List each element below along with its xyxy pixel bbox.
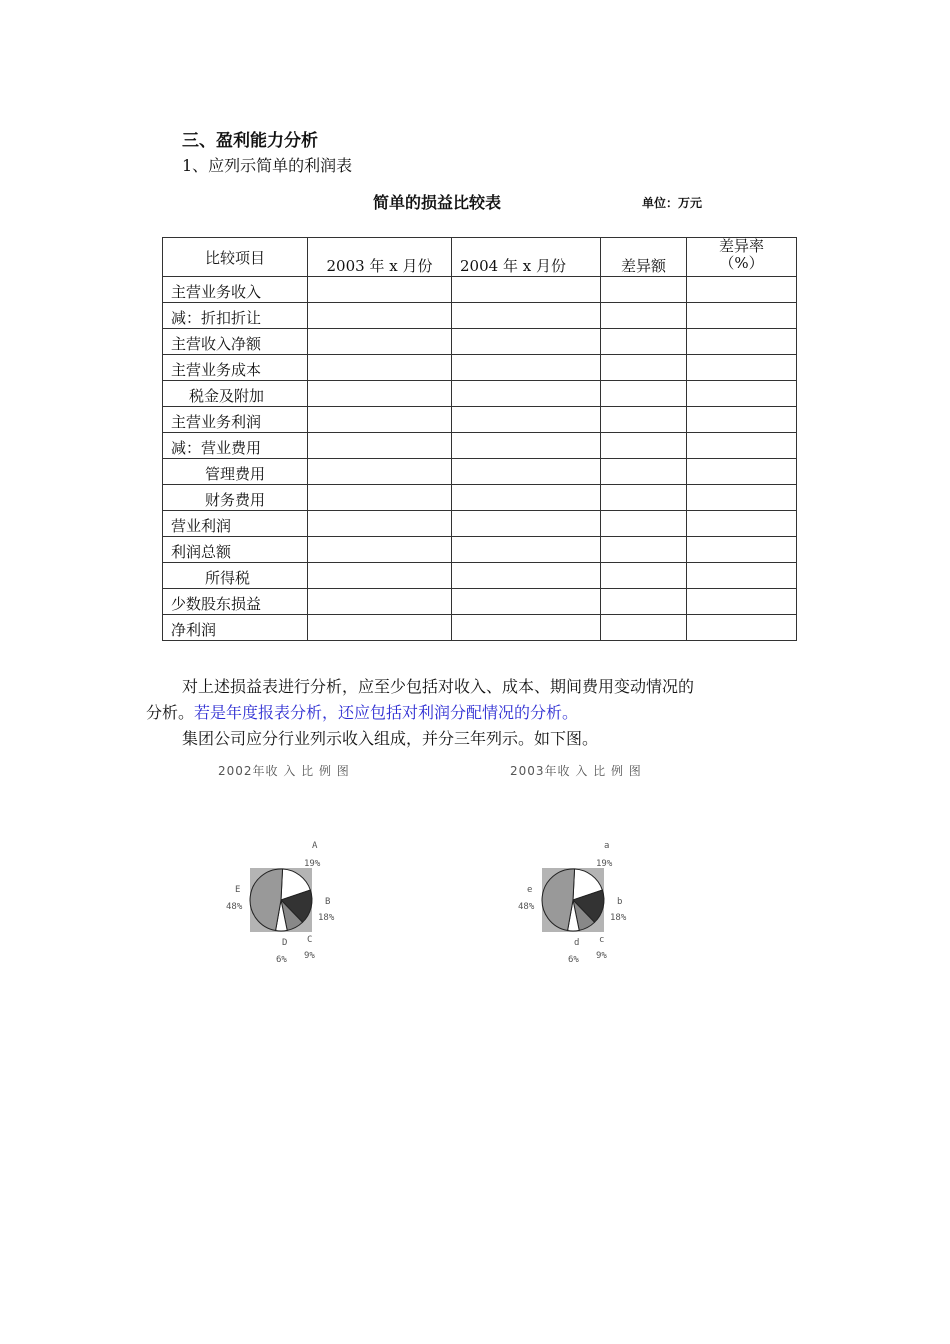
empty-cell [687,303,797,329]
row-label [163,355,308,381]
empty-cell [308,563,452,589]
slice-pct-C: 9% [304,951,315,961]
slice-pct-d: 6% [568,955,579,965]
empty-cell [601,485,687,511]
row-label [163,511,308,537]
row-label-text: 主营业务成本 [171,361,262,379]
table-row [163,277,797,303]
empty-cell [308,511,452,537]
empty-cell [601,407,687,433]
row-label-text: 利润总额 [171,543,232,561]
pie-svg-2002 [200,758,420,988]
header-rate-label: 差异率 [718,237,764,255]
empty-cell [452,511,601,537]
slice-pct-b: 18% [610,913,627,923]
row-label-text: 管理费用 [205,465,266,483]
income-comparison-table [162,237,797,641]
empty-cell [687,329,797,355]
slice-label-D: D [282,938,288,948]
empty-cell [452,433,601,459]
empty-cell [452,485,601,511]
slice-label-c: c [599,935,605,945]
paragraph-1-line-2 [146,700,578,726]
row-label [163,615,308,641]
empty-cell [308,433,452,459]
empty-cell [601,355,687,381]
empty-cell [308,485,452,511]
row-label [163,485,308,511]
row-label [163,537,308,563]
row-label [163,381,308,407]
slice-pct-A: 19% [304,859,321,869]
row-label-text: 净利润 [171,621,217,639]
slice-label-e: e [527,885,533,895]
row-label [163,563,308,589]
row-label [163,277,308,303]
empty-cell [452,537,601,563]
empty-cell [687,433,797,459]
empty-cell [452,459,601,485]
row-label-text: 财务费用 [205,491,266,509]
section-title: 三、盈利能力分析 [182,131,318,151]
empty-cell [687,563,797,589]
empty-cell [452,381,601,407]
pie-svg-2003 [492,758,712,988]
table-row [163,329,797,355]
empty-cell [308,303,452,329]
table-row [163,511,797,537]
header-item: 比较项目 [163,238,308,277]
table-row [163,355,797,381]
paragraph-1-black-text: 分析。 [146,703,195,722]
slice-label-A: A [312,841,318,851]
row-label [163,407,308,433]
chart-title-2002: 2002年收 入 比 例 图 [218,764,350,778]
table-row [163,537,797,563]
header-rate-unit: （%） [719,254,764,272]
empty-cell [308,355,452,381]
slice-pct-B: 18% [318,913,335,923]
paragraph-1-blue-text: 若是年度报表分析，还应包括对利润分配情况的分析。 [194,703,579,722]
empty-cell [452,329,601,355]
header-diff: 差异额 [601,238,687,277]
empty-cell [308,537,452,563]
table-row [163,589,797,615]
row-label [163,459,308,485]
slice-label-a: a [604,841,610,851]
empty-cell [687,459,797,485]
row-label-text: 减：折扣折让 [171,309,262,327]
row-label-text: 少数股东损益 [171,595,262,613]
row-label [163,329,308,355]
row-label [163,303,308,329]
paragraph-1-line-1: 对上述损益表进行分析，应至少包括对收入、成本、期间费用变动情况的 [182,677,695,696]
table-row [163,485,797,511]
empty-cell [687,511,797,537]
empty-cell [452,277,601,303]
empty-cell [687,381,797,407]
table-row [163,563,797,589]
row-label [163,433,308,459]
table-row [163,381,797,407]
subtitle: 1、应列示简单的利润表 [182,156,353,175]
empty-cell [452,303,601,329]
slice-pct-e: 48% [518,902,535,912]
empty-cell [601,589,687,615]
row-label-text: 减：营业费用 [171,439,262,457]
table-header-row [163,238,797,277]
table-row [163,459,797,485]
row-label-text: 主营业务利润 [171,413,262,431]
empty-cell [601,381,687,407]
empty-cell [687,537,797,563]
empty-cell [452,407,601,433]
empty-cell [601,459,687,485]
header-rate [687,238,797,277]
table-row [163,615,797,641]
empty-cell [308,615,452,641]
pie-chart-2002 [200,758,420,988]
slice-pct-a: 19% [596,859,613,869]
empty-cell [601,537,687,563]
slice-label-C: C [307,935,313,945]
row-label-text: 税金及附加 [189,387,265,405]
slice-pct-E: 48% [226,902,243,912]
empty-cell [601,277,687,303]
table-row [163,433,797,459]
row-label-text: 营业利润 [171,517,232,535]
empty-cell [687,485,797,511]
row-label [163,589,308,615]
header-2004-label: 2004 年 x 月份 [460,257,566,275]
empty-cell [308,459,452,485]
empty-cell [687,355,797,381]
empty-cell [452,615,601,641]
empty-cell [687,615,797,641]
chart-title-2003: 2003年收 入 比 例 图 [510,764,642,778]
table-body [163,277,797,641]
slice-label-B: B [325,897,331,907]
empty-cell [452,589,601,615]
empty-cell [601,433,687,459]
empty-cell [687,589,797,615]
empty-cell [308,407,452,433]
table-title: 简单的损益比较表 [373,193,502,212]
empty-cell [308,277,452,303]
slice-pct-D: 6% [276,955,287,965]
empty-cell [308,589,452,615]
empty-cell [601,329,687,355]
slice-label-E: E [235,885,241,895]
slice-label-b: b [617,897,623,907]
pie-chart-2003 [492,758,712,988]
header-2003: 2003 年 x 月份 [308,238,452,277]
empty-cell [601,511,687,537]
empty-cell [601,303,687,329]
empty-cell [601,563,687,589]
row-label-text: 所得税 [205,569,251,587]
row-label-text: 主营业务收入 [171,283,262,301]
empty-cell [601,615,687,641]
header-2004 [452,238,601,277]
empty-cell [687,277,797,303]
empty-cell [687,407,797,433]
unit-label: 单位：万元 [642,196,703,210]
empty-cell [308,329,452,355]
row-label-text: 主营收入净额 [171,335,262,353]
empty-cell [452,563,601,589]
slice-label-d: d [574,938,580,948]
table-row [163,303,797,329]
slice-pct-c: 9% [596,951,607,961]
paragraph-2: 集团公司应分行业列示收入组成，并分三年列示。如下图。 [182,729,599,748]
table-row [163,407,797,433]
empty-cell [308,381,452,407]
empty-cell [452,355,601,381]
